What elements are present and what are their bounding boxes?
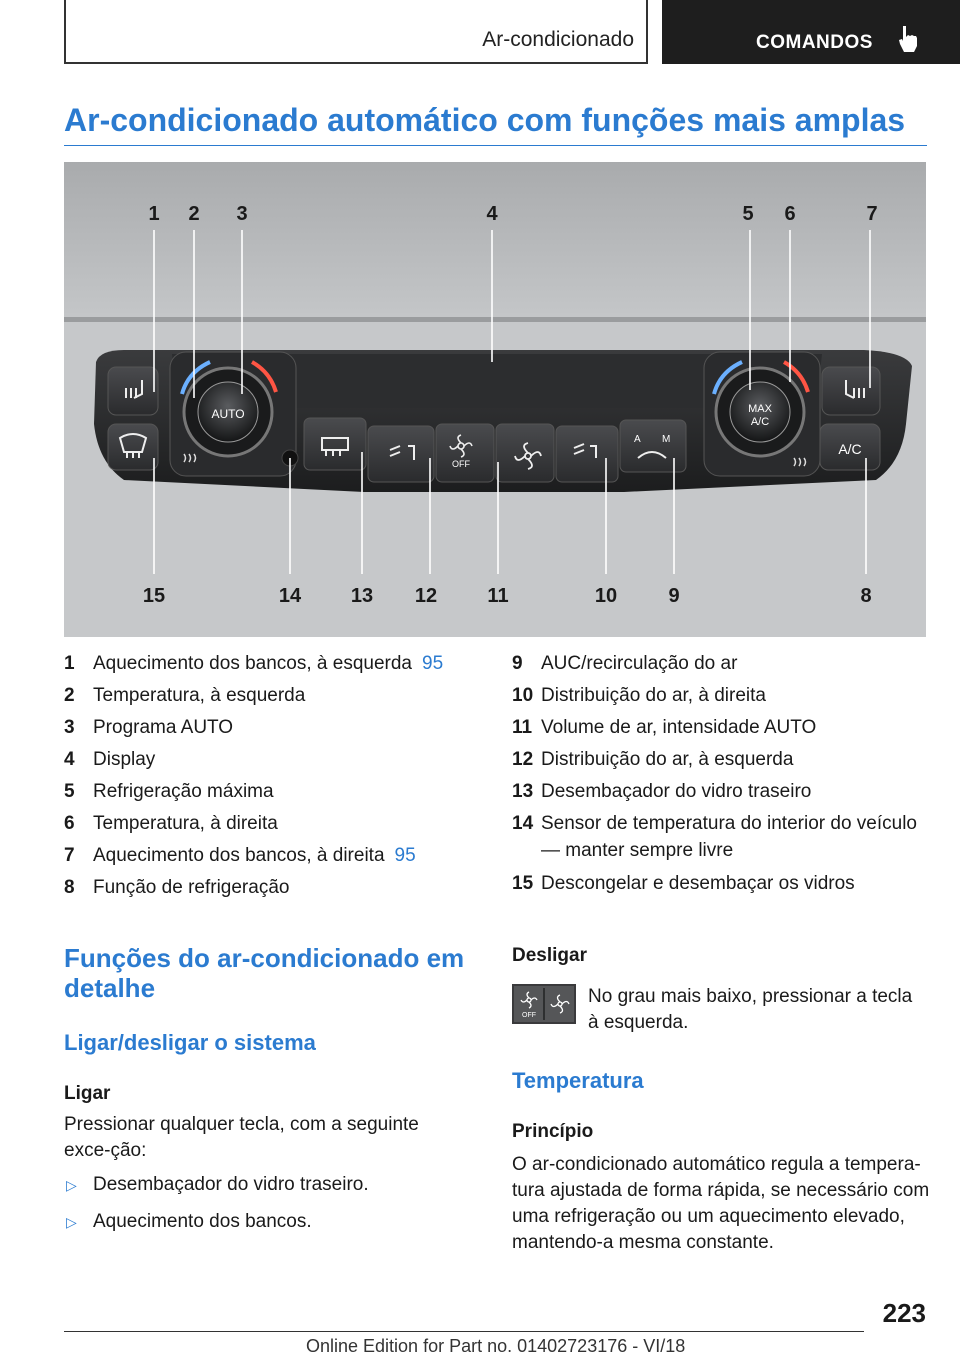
off-label: Desligar — [512, 945, 587, 966]
header-chapter-tab — [662, 0, 960, 64]
callout-8: 8 — [860, 585, 872, 607]
legend-item: 15 Descongelar e desembaçar os vidros — [512, 873, 855, 894]
legend-item: 13 Desembaçador do vidro traseiro — [512, 781, 812, 802]
hand-pointer-icon — [896, 24, 920, 54]
triangle-bullet-icon: ▷ — [66, 1214, 77, 1230]
page-title: Ar-condicionado automático com funções mais amplas — [64, 102, 906, 138]
off-text: No grau mais baixo, pressionar a tecla à esquerda. — [588, 986, 913, 1033]
ac-label: A/C — [838, 441, 862, 457]
fan-off-button-icon — [512, 984, 576, 1024]
seat-heat-left-button — [108, 367, 158, 415]
page-ref-link[interactable]: 95 — [422, 653, 444, 674]
callout-14: 14 — [278, 585, 302, 607]
callout-4: 4 — [486, 203, 498, 225]
callout-11: 11 — [487, 585, 509, 607]
callout-7: 7 — [866, 203, 878, 225]
list-item: ▷ Aquecimento dos bancos. — [66, 1211, 312, 1232]
callout-5: 5 — [742, 203, 754, 225]
callout-13: 13 — [350, 585, 374, 607]
legend-left — [64, 648, 464, 904]
triangle-bullet-icon: ▷ — [66, 1177, 77, 1193]
principle-text: O ar-condicionado automático regula a tempera-tura ajustada de forma rápida, se necessário com uma refrigeração ou um aquecimento elevado, mantendo-a mesma constante. — [512, 1154, 930, 1253]
seat-heat-right-button — [822, 367, 880, 415]
header-section-box — [64, 0, 648, 64]
callout-10: 10 — [594, 585, 618, 607]
svg-text:OFF: OFF — [522, 1012, 536, 1019]
exceptions-list — [64, 1173, 470, 1247]
callout-3: 3 — [236, 203, 248, 225]
legend-item: 4 Display — [64, 749, 156, 770]
callout-15: 15 — [142, 585, 166, 607]
callout-2: 2 — [188, 203, 200, 225]
legend-item: 14 Sensor de temperatura do interior do veículo — manter sempre livre — [512, 813, 917, 861]
principle-label: Princípio — [512, 1121, 594, 1142]
auc-m-label: M — [662, 434, 671, 445]
header-chapter-label: COMANDOS — [756, 32, 873, 53]
fan-off-label: OFF — [452, 459, 470, 469]
header-section-title: Ar-condicionado — [482, 28, 634, 51]
air-distribution-left-button — [368, 426, 434, 482]
legend-item: 10 Distribuição do ar, à direita — [512, 685, 766, 706]
legend-item: 3 Programa AUTO — [64, 717, 234, 738]
auto-label: AUTO — [211, 407, 245, 421]
defrost-button — [108, 424, 158, 470]
subsection-heading-temperature: Temperatura — [512, 1068, 644, 1093]
legend-item: 6 Temperatura, à direita — [64, 813, 278, 834]
legend-item: 11 Volume de ar, intensidade AUTO — [512, 717, 817, 738]
list-item: ▷ Desembaçador do vidro traseiro. — [66, 1174, 369, 1195]
air-volume-button — [496, 424, 554, 482]
legend-item: 8 Função de refrigeração — [64, 877, 290, 898]
air-distribution-right-button — [556, 426, 618, 482]
subsection-heading-onoff: Ligar/desligar o sistema — [64, 1030, 316, 1055]
rear-defrost-button — [304, 418, 366, 470]
fan-off-button — [436, 424, 494, 482]
auc-a-label: A — [634, 434, 641, 445]
page-ref-link[interactable]: 95 — [394, 845, 416, 866]
legend-item: 2 Temperatura, à esquerda — [64, 685, 306, 706]
legend-item: 12 Distribuição do ar, à esquerda — [512, 749, 794, 770]
on-label: Ligar — [64, 1083, 111, 1104]
callout-1: 1 — [148, 203, 160, 225]
max-label: MAX — [748, 403, 772, 415]
callout-12: 12 — [414, 585, 438, 607]
legend-item: 5 Refrigeração máxima — [64, 781, 274, 802]
max-ac-label: A/C — [750, 416, 770, 428]
on-text: Pressionar qualquer tecla, com a seguinte exce-ção: — [64, 1114, 419, 1161]
page-number: 223 — [882, 1298, 926, 1328]
callout-9: 9 — [668, 585, 680, 607]
section-heading: Funções do ar-condicionado em detalhe — [64, 943, 465, 1003]
legend-item: 9 AUC/recirculação do ar — [512, 653, 738, 674]
climate-control-panel-figure — [64, 162, 926, 637]
auc-recirculation-button — [620, 420, 686, 472]
legend-item: 7 Aquecimento dos bancos, à direita 95 — [64, 845, 416, 866]
callout-6: 6 — [784, 203, 796, 225]
legend-right — [512, 648, 932, 900]
title-rule — [64, 145, 927, 146]
footer-rule — [64, 1331, 864, 1332]
legend-item: 1 Aquecimento dos bancos, à esquerda 95 — [64, 653, 444, 674]
footer-edition: Online Edition for Part no. 01402723176 - VI/18 — [306, 1336, 686, 1356]
